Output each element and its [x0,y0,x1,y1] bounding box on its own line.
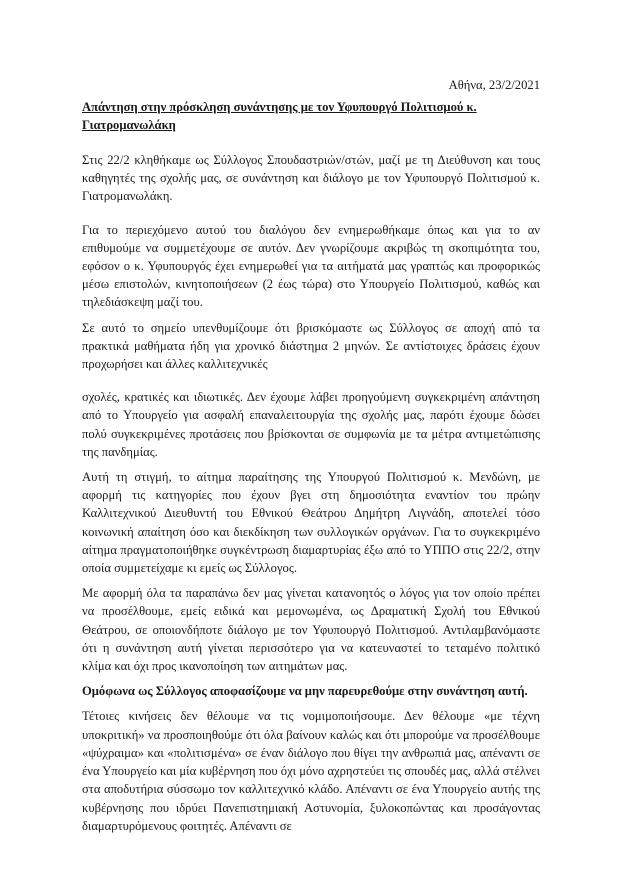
paragraph-other-schools: σχολές, κρατικές και ιδιωτικές. Δεν έχουμε λάβει προηγούμενη συγκεκριμένη απάντηση από το Υπουργείο για ασφαλή επαναλειτουργία της σχολής μας, παρότι έχουμε δώσει πολύ συγκεκριμένες προτάσεις που βρίσκονται σε συμφωνία με τα μέτρα αντιμετώπισης της πανδημίας. [82,390,540,459]
document-body [82,151,540,842]
paragraph-invitation: Στις 22/2 κληθήκαμε ως Σύλλογος Σπουδαστριών/στών, μαζί με τη Διεύθυνση και τους καθηγητές της σχολής μας, σε συνάντηση και διάλογο με τον Υφυπουργό Πολιτισμού κ. Γιατρομανωλάκη. [82,153,540,204]
paragraph-reasoning: Με αφορμή όλα τα παραπάνω δεν μας γίνεται κατανοητός ο λόγος για τον οποίο πρέπει να προσέλθουμε, εμείς ειδικά και μεμονωμένα, ως Δραματική Σχολή του Εθνικού Θεάτρου, σε οποιονδήποτε διάλογο με τον Υφυπουργό Πολιτισμού. Αντιλαμβανόμαστε ότι η συνάντηση αυτή γίνεται περισσότερο για να κατευναστεί το τεταμένο πολιτικό κλίμα και όχι προς ικανοποίηση των αιτημάτων μας. [82,586,540,674]
paragraph-resignation-demand: Αυτή τη στιγμή, το αίτημα παραίτησης της Υπουργού Πολιτισμού κ. Μενδώνη, με αφορμή τις κατηγορίες που έχουν βγει στη δημοσιότητα εναντίον του πρώην Καλλιτεχνικού Διευθυντή του Εθνικού Θεάτρου Δημήτρη Λιγνάδη, αποτελεί τόσο κοινωνική απαίτηση όσο και διεκδίκηση των συλλογικών οργάνων. Για το συγκεκριμένο αίτημα πραγματοποιήθηκε συγκέντρωση διαμαρτυρίας έξω από το ΥΠΠΟ στις 22/2, στην οποία συμμετείχαμε κι εμείς ως Σύλλογος. [82,470,540,576]
paragraph-abstention: Σε αυτό το σημείο υπενθυμίζουμε ότι βρισκόμαστε ως Σύλλογος σε αποχή από τα πρακτικά μαθήματα ήδη για χρονικό διάστημα 2 μηνών. Σε αντίστοιχες δράσεις έχουν προχωρήσει και άλλες καλλιτεχνικές [82,320,540,372]
document-date: Αθήνα, 23/2/2021 [448,78,540,92]
document-title: Απάντηση στην πρόσκληση συνάντησης με τον Υφυπουργό Πολιτισμού κ. Γιατρομανωλάκη [82,100,477,132]
paragraph-decision: Ομόφωνα ως Σύλλογος αποφασίζουμε να μην παρευρεθούμε στην συνάντηση αυτή. [82,684,528,699]
paragraph-legitimization: Τέτοιες κινήσεις δεν θέλουμε να τις νομιμοποιήσουμε. Δεν θέλουμε «με τέχνη υποκριτική» να προσποιηθούμε ότι όλα βαίνουν καλώς και ότι μπορούμε να προσέλθουμε «ψύχραιμα» και «πολιτισμένα» σε έναν διάλογο που θίγει την ανθρωπιά μας, απέναντι σε ένα Υπουργείο και μία κυβέρνηση που όχι μόνο αχρηστεύει τις σπουδές μας, αλλά στέλνει στα αποδυτήρια σύσσωμο τον καλλιτεχνικό κλάδο. Απέναντι σε ένα Υπουργείο αυτής της κυβέρνησης που ιδρύει Πανεπιστημιακή Αστυνομία, ξυλοκοπώντας και προσάγοντας διαμαρτυρόμενους φοιτητές. Απέναντι σε [82,709,540,833]
paragraph-dialogue-content: Για το περιεχόμενο αυτού του διαλόγου δεν ενημερωθήκαμε όπως και για το αν επιθυμούμε να συμμετέχουμε σε αυτόν. Δεν γνωρίζουμε ακριβώς τη σκοπιμότητα του, εφόσον ο κ. Υφυπουργός έχει ενημερωθεί για τα αιτήματά μας γραπτώς και προφορικώς μέσω επιστολών, κινητοποιήσεων (2 έως τώρα) στο Υπουργείο Πολιτισμού, καθώς και τηλεδιάσκεψη μαζί του. [82,222,540,310]
